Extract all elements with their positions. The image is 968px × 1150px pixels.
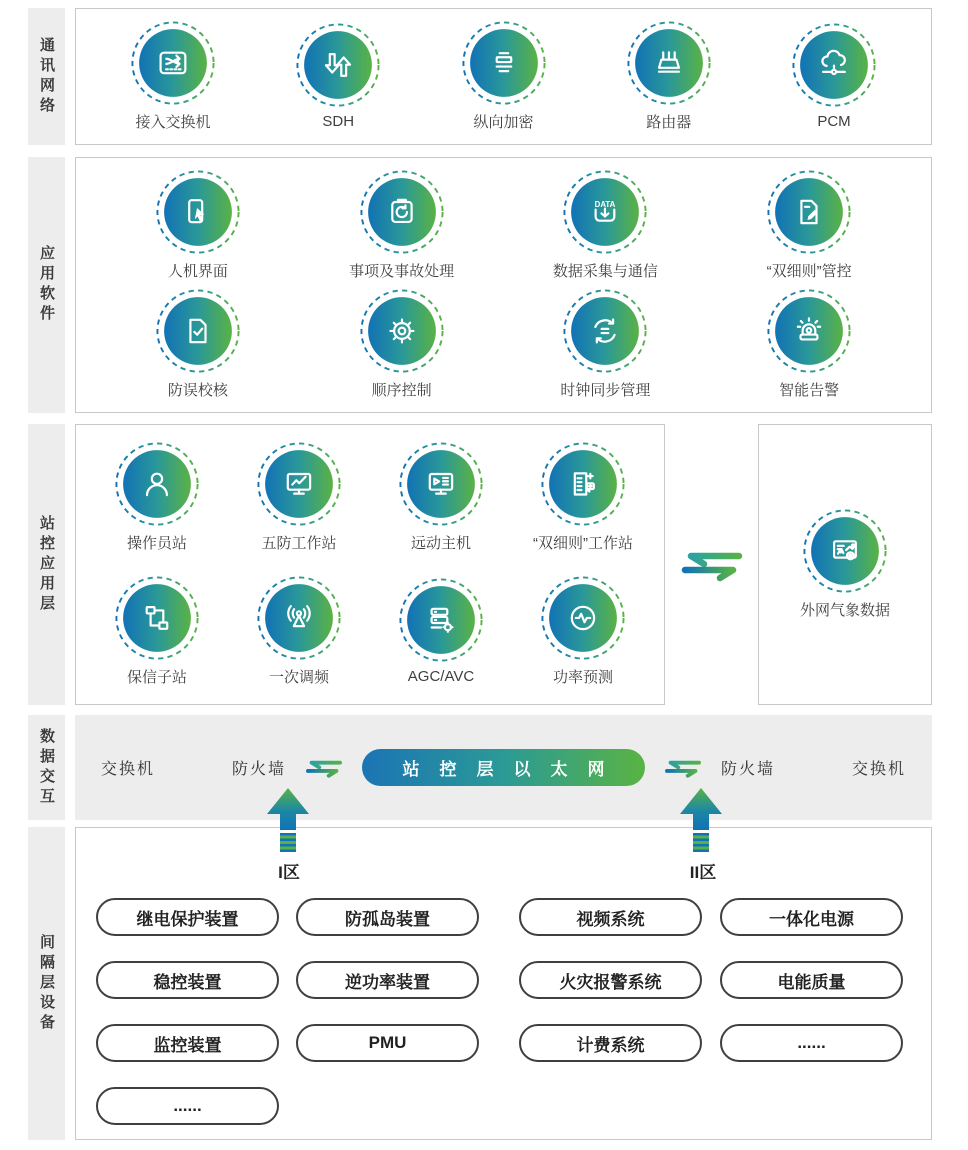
right-switch-label: 交换机 bbox=[852, 761, 907, 778]
device-pill: 电能质量 bbox=[720, 961, 903, 999]
item-label: 五防工作站 bbox=[261, 535, 337, 553]
up-arrow-icon bbox=[265, 786, 311, 856]
device-pill-rows bbox=[76, 898, 931, 1125]
item-label: “双细则”工作站 bbox=[533, 535, 633, 553]
icon-item bbox=[131, 21, 215, 132]
item-label: 事项及事故处理 bbox=[349, 263, 455, 280]
section-communication-label: 通讯网络 bbox=[28, 8, 65, 145]
device-pill: 监控装置 bbox=[96, 1024, 279, 1062]
zone-2-label: II区 bbox=[689, 863, 717, 882]
exchange-arrow-gap bbox=[665, 424, 758, 705]
exchange-arrows-icon bbox=[305, 756, 343, 780]
section-station-control bbox=[28, 424, 932, 705]
analytics-board-icon bbox=[803, 509, 887, 593]
device-pill: 视频系统 bbox=[519, 898, 702, 936]
item-label: 路由器 bbox=[646, 114, 692, 131]
station-ethernet-bus: 站控层以太网 bbox=[362, 749, 645, 786]
router-icon bbox=[627, 21, 711, 105]
section-software bbox=[28, 157, 932, 413]
up-down-arrows-icon bbox=[296, 23, 380, 107]
icon-item bbox=[553, 170, 658, 281]
item-label: 数据采集与通信 bbox=[552, 263, 658, 280]
icon-item bbox=[792, 23, 876, 130]
icon-item bbox=[360, 289, 444, 400]
server-gear-icon bbox=[399, 578, 483, 662]
stacked-lines-icon bbox=[462, 21, 546, 105]
sync-arrows-icon bbox=[563, 289, 647, 373]
left-firewall-label: 防火墙 bbox=[231, 761, 286, 778]
data-inbox-icon bbox=[563, 170, 647, 254]
monitor-media-icon bbox=[399, 442, 483, 526]
document-annotate-icon bbox=[541, 442, 625, 526]
item-label: 远动主机 bbox=[410, 535, 471, 553]
section-station-control-label: 站控应用层 bbox=[28, 424, 65, 705]
icon-item bbox=[115, 442, 199, 553]
linked-screens-icon bbox=[115, 576, 199, 660]
exchange-arrows-icon bbox=[664, 756, 702, 780]
bay-level-box bbox=[75, 827, 932, 1140]
icon-item bbox=[156, 170, 240, 281]
device-pill: 逆功率装置 bbox=[296, 961, 479, 999]
item-label: AGC/AVC bbox=[407, 667, 475, 685]
svg-text:DATA: DATA bbox=[595, 200, 616, 210]
station-control-box bbox=[75, 424, 665, 705]
touch-tablet-icon bbox=[156, 170, 240, 254]
software-box bbox=[75, 157, 932, 413]
person-icon bbox=[115, 442, 199, 526]
device-pill: 一体化电源 bbox=[720, 898, 903, 936]
icon-item bbox=[462, 21, 546, 132]
monitor-trend-icon bbox=[257, 442, 341, 526]
section-communication bbox=[28, 8, 932, 145]
pill-row bbox=[76, 1024, 931, 1062]
switch-device-icon bbox=[131, 21, 215, 105]
up-arrow-icon bbox=[678, 786, 724, 856]
alarm-lamp-icon bbox=[767, 289, 851, 373]
waveform-circle-icon bbox=[541, 576, 625, 660]
device-pill: ...... bbox=[720, 1024, 903, 1062]
device-pill: ...... bbox=[96, 1087, 279, 1125]
item-label: 接入交换机 bbox=[135, 114, 211, 131]
item-label: 操作员站 bbox=[126, 535, 187, 553]
external-weather-box bbox=[758, 424, 932, 705]
pill-row bbox=[76, 961, 931, 999]
icon-item bbox=[257, 576, 341, 687]
icon-item bbox=[767, 170, 852, 281]
section-software-label: 应用软件 bbox=[28, 157, 65, 413]
left-switch-label: 交换机 bbox=[100, 761, 155, 778]
clipboard-sync-icon bbox=[360, 170, 444, 254]
icon-item bbox=[541, 576, 625, 687]
icon-item bbox=[349, 170, 454, 281]
item-label: 保信子站 bbox=[126, 668, 187, 686]
icon-item bbox=[399, 578, 483, 685]
item-label: 时钟同步管理 bbox=[560, 382, 651, 399]
item-label: 防误校核 bbox=[167, 382, 228, 399]
item-label: 一次调频 bbox=[268, 668, 329, 686]
data-exchange-box bbox=[75, 715, 932, 820]
pill-row bbox=[76, 1087, 931, 1125]
communication-box bbox=[75, 8, 932, 145]
icon-item bbox=[156, 289, 240, 400]
section-bay-level bbox=[28, 827, 932, 1140]
document-pencil-icon bbox=[767, 170, 851, 254]
device-pill: 计费系统 bbox=[519, 1024, 702, 1062]
cloud-node-icon bbox=[792, 23, 876, 107]
icon-item bbox=[767, 289, 851, 400]
zone-1-label: I区 bbox=[278, 863, 300, 882]
item-label: 外网气象数据 bbox=[799, 602, 890, 619]
item-label: SDH bbox=[322, 113, 355, 130]
device-pill: 继电保护装置 bbox=[96, 898, 279, 936]
section-data-exchange-label: 数据交互 bbox=[28, 715, 65, 820]
document-check-icon bbox=[156, 289, 240, 373]
item-label: 顺序控制 bbox=[371, 382, 432, 399]
device-pill: PMU bbox=[296, 1024, 479, 1062]
exchange-arrows-icon bbox=[680, 545, 744, 585]
device-pill: 火灾报警系统 bbox=[519, 961, 702, 999]
device-pill: 稳控装置 bbox=[96, 961, 279, 999]
icon-item bbox=[627, 21, 711, 132]
gear-icon bbox=[360, 289, 444, 373]
icon-item bbox=[560, 289, 650, 400]
icon-item bbox=[257, 442, 341, 553]
icon-item bbox=[115, 576, 199, 687]
item-label: 功率预测 bbox=[552, 668, 613, 686]
right-firewall-label: 防火墙 bbox=[721, 761, 776, 778]
item-label: PCM bbox=[817, 113, 851, 130]
section-data-exchange bbox=[28, 715, 932, 820]
pill-row bbox=[76, 898, 931, 936]
item-label: 纵向加密 bbox=[473, 114, 534, 131]
device-pill: 防孤岛装置 bbox=[296, 898, 479, 936]
icon-item bbox=[296, 23, 380, 130]
item-label: 智能告警 bbox=[779, 382, 840, 399]
icon-item bbox=[399, 442, 483, 553]
icon-item bbox=[800, 509, 890, 620]
section-bay-level-label: 间隔层设备 bbox=[28, 827, 65, 1140]
radio-tower-icon bbox=[257, 576, 341, 660]
icon-item bbox=[533, 442, 633, 553]
item-label: “双细则”管控 bbox=[766, 263, 852, 280]
item-label: 人机界面 bbox=[167, 263, 228, 280]
